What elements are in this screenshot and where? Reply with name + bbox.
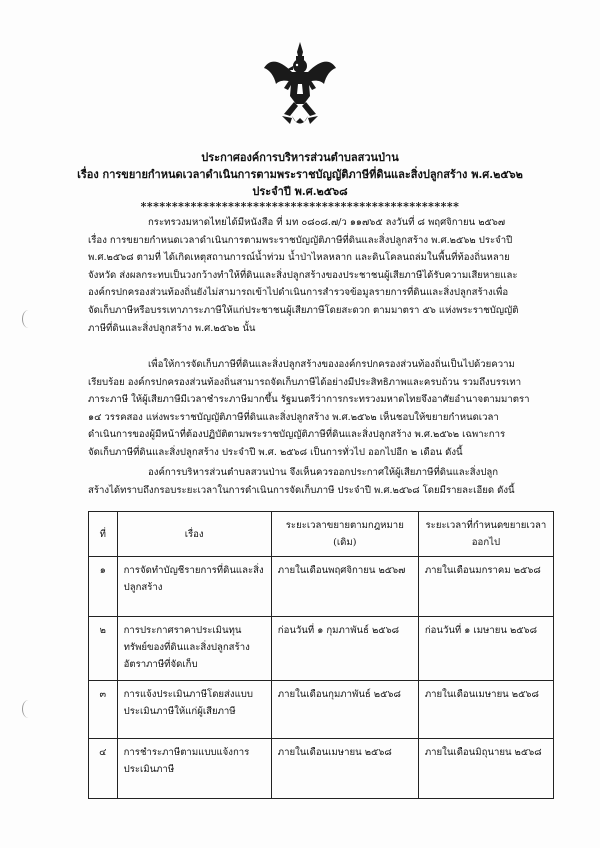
announcement-year: ประจำปี พ.ศ.๒๕๖๘ (252, 185, 348, 198)
paragraph-3 (88, 464, 554, 499)
paragraph-line: เรียบร้อย องค์กรปกครองส่วนท้องถิ่นสามารถจัดเก็บภาษีได้อย่างมีประสิทธิภาพและครบถ้วน รวมถึงบรรเทา (88, 376, 522, 388)
announcement-subject: เรื่อง การขยายกำหนดเวลาดำเนินการตามพระราชบัญญัติภาษีที่ดินและสิ่งปลูกสร้าง พ.ศ.๒๕๖๒ (77, 168, 523, 181)
row-subject: การจัดทำบัญชีรายการที่ดินและสิ่งปลูกสร้าง (117, 557, 271, 617)
row-extended-deadline: ภายในเดือนมิถุนายน ๒๕๖๘ (418, 739, 553, 799)
paragraph-line: ภาษีที่ดินและสิ่งปลูกสร้าง พ.ศ.๒๕๖๒ นั้น (88, 322, 256, 334)
paragraph-line: จัดเก็บภาษีที่ดินและสิ่งปลูกสร้าง ประจำปี พ.ศ. ๒๕๖๘ เป็นการทั่วไป ออกไปอีก ๒ เดือน ดังนี้ (88, 446, 463, 458)
paragraph-line: พ.ศ.๒๕๖๘ ตามที่ ได้เกิดเหตุสถานการณ์น้ำท่วม น้ำป่าไหลหลาก และดินโคลนถล่มในพื้นที่ท้องถิ่นหลาย (88, 252, 510, 264)
table-row (89, 617, 554, 681)
column-header-original-deadline: ระยะเวลาขยายตามกฎหมาย (เดิม) (271, 512, 418, 557)
paragraph-line: ภาระภาษี ให้ผู้เสียภาษีมีเวลาชำระภาษีมากขึ้น รัฐมนตรีว่าการกระทรวงมหาดไทยจึงอาศัยอำนาจตามมาตรา (88, 394, 530, 406)
row-subject: การแจ้งประเมินภาษีโดยส่งแบบประเมินภาษีให้แก่ผู้เสียภาษี (117, 681, 271, 739)
paragraph-line: จังหวัด ส่งผลกระทบเป็นวงกว้างทำให้ที่ดินและสิ่งปลูกสร้างของประชาชนผู้เสียภาษีได้รับความเสียหายและ (88, 269, 518, 281)
paragraph-line: เพื่อให้การจัดเก็บภาษีที่ดินและสิ่งปลูกสร้างขององค์กรปกครองส่วนท้องถิ่นเป็นไปด้วยความ (148, 359, 515, 370)
paragraph-line: กระทรวงมหาดไทยได้มีหนังสือ ที่ มท ๐๘๐๘.๗/ว ๑๑๗๖๕ ลงวันที่ ๘ พฤศจิกายน ๒๕๖๗ (148, 217, 506, 228)
garuda-emblem (262, 40, 338, 132)
row-extended-deadline: ภายในเดือนเมษายน ๒๕๖๘ (418, 681, 553, 739)
paragraph-line: ๑๔ วรรคสอง แห่งพระราชบัญญัติภาษีที่ดินและสิ่งปลูกสร้าง พ.ศ.๒๕๖๒ เห็นชอบให้ขยายกำหนดเวลา (88, 411, 499, 423)
row-number: ๓ (89, 681, 118, 739)
separator-line: *************************************************** (140, 200, 460, 213)
table-row (89, 681, 554, 739)
column-header-extended-deadline: ระยะเวลาที่กำหนดขยายเวลาออกไป (418, 512, 553, 557)
column-header-subject: เรื่อง (117, 512, 271, 557)
row-number: ๒ (89, 617, 118, 681)
table-header-row (89, 512, 554, 557)
row-number: ๑ (89, 557, 118, 617)
paragraph-line: ดำเนินการของผู้มีหน้าที่ต้องปฏิบัติตามพระราชบัญญัติภาษีที่ดินและสิ่งปลูกสร้าง พ.ศ.๒๕๖๒ เฉพาะการ (88, 429, 506, 441)
row-subject: การประกาศราคาประเมินทุนทรัพย์ของที่ดินและสิ่งปลูกสร้าง อัตราภาษีที่จัดเก็บ (117, 617, 271, 681)
paragraph-1 (88, 214, 554, 337)
row-original-deadline: ภายในเดือนกุมภาพันธ์ ๒๕๖๘ (271, 681, 418, 739)
row-original-deadline: ก่อนวันที่ ๑ กุมภาพันธ์ ๒๕๖๘ (271, 617, 418, 681)
paragraph-line: สร้างได้ทราบถึงกรอบระยะเวลาในการดำเนินการจัดเก็บภาษี ประจำปี พ.ศ.๒๕๖๘ โดยมีรายละเอียด ดังนี้ (88, 484, 515, 496)
table-row (89, 739, 554, 799)
announcement-title: ประกาศองค์การบริหารส่วนตำบลสวนป่าน (201, 151, 399, 164)
table-row (89, 557, 554, 617)
schedule-table (88, 511, 554, 799)
paragraph-2 (88, 356, 554, 462)
paragraph-line: จัดเก็บภาษีหรือบรรเทาภาระภาษีให้แก่ประชาชนผู้เสียภาษีโดยสะดวก ตามมาตรา ๕๖ แห่งพระราชบัญญัติ (88, 304, 519, 316)
paragraph-line: เรื่อง การขยายกำหนดเวลาดำเนินการตามพระราชบัญญัติภาษีที่ดินและสิ่งปลูกสร้าง พ.ศ.๒๕๖๒ ประจำปี (88, 234, 513, 246)
row-original-deadline: ภายในเดือนเมษายน ๒๕๖๘ (271, 739, 418, 799)
row-subject: การชำระภาษีตามแบบแจ้งการประเมินภาษี (117, 739, 271, 799)
row-extended-deadline: ภายในเดือนมกราคม ๒๕๖๘ (418, 557, 553, 617)
paragraph-line: องค์กรปกครองส่วนท้องถิ่นยังไม่สามารถเข้าไปดำเนินการสำรวจข้อมูลรายการที่ดินและสิ่งปลูกสร้างเพื่อ (88, 287, 509, 299)
paragraph-line: องค์การบริหารส่วนตำบลสวนป่าน จึงเห็นควรออกประกาศให้ผู้เสียภาษีที่ดินและสิ่งปลูก (148, 467, 499, 478)
punch-hole-mark (22, 700, 35, 718)
row-number: ๔ (89, 739, 118, 799)
punch-hole-mark (22, 310, 35, 328)
column-header-number: ที่ (89, 512, 118, 557)
row-extended-deadline: ก่อนวันที่ ๑ เมษายน ๒๕๖๘ (418, 617, 553, 681)
row-original-deadline: ภายในเดือนพฤศจิกายน ๒๕๖๗ (271, 557, 418, 617)
